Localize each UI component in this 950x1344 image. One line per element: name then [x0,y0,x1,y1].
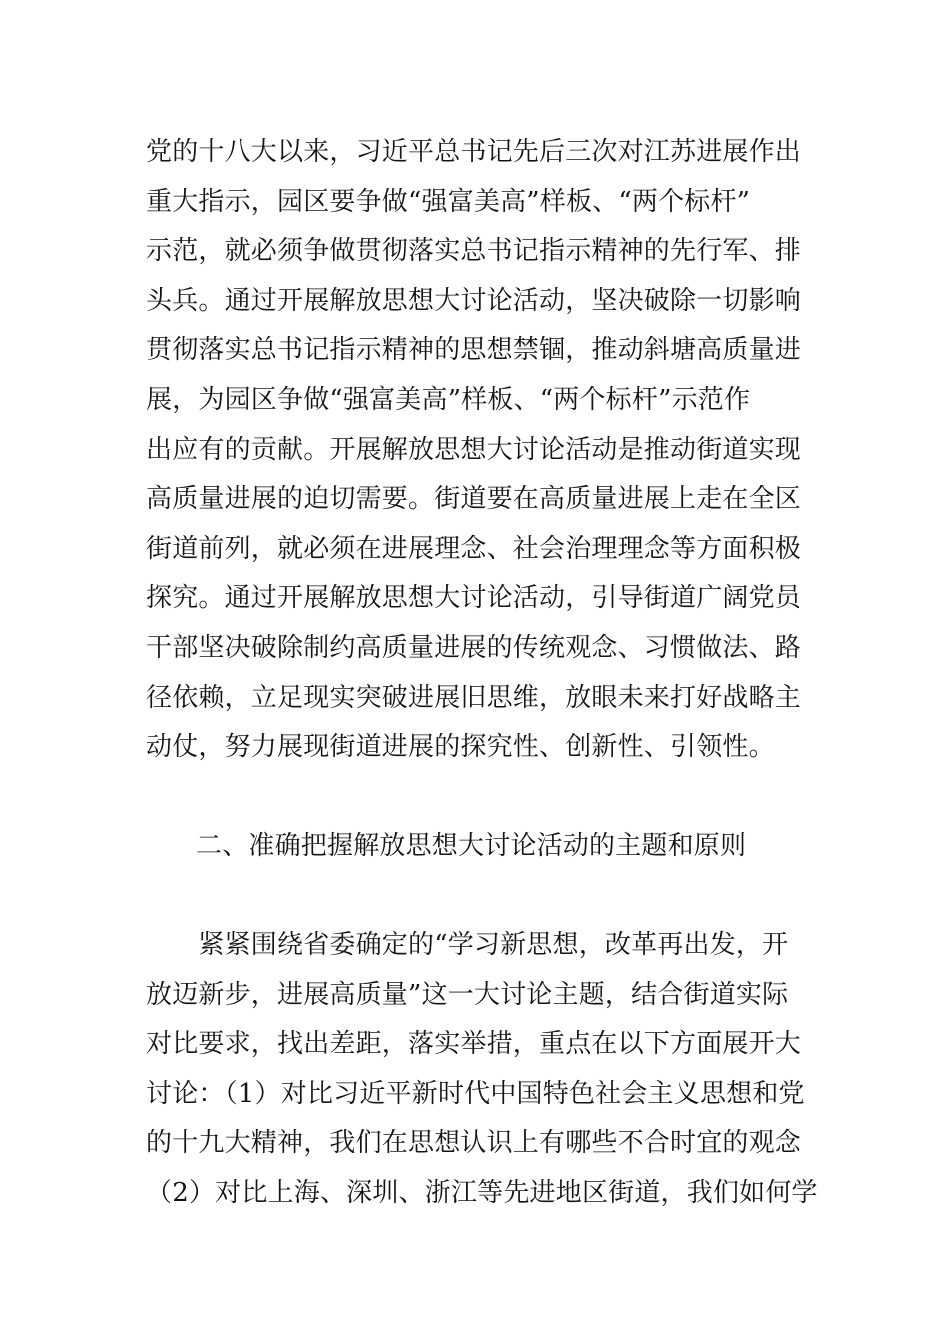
paragraph-line: 动仗，努力展现街道进展的探究性、创新性、引领性。 [146,732,775,763]
paragraph-line: 头兵。通过开展解放思想大讨论活动，坚决破除一切影响 [146,285,802,316]
paragraph-line: 街道前列，就必须在进展理念、社会治理理念等方面积极 [146,533,802,564]
paragraph-line: 径依赖，立足现实突破进展旧思维，放眼未来打好战略主 [146,682,802,713]
paragraph-line: 干部坚决破除制约高质量进展的传统观念、习惯做法、路 [146,632,802,663]
paragraph-line: 重大指示，园区要争做“强富美高”样板、“两个标杆” [146,186,751,217]
paragraph-line: 对比要求，找出差距，落实举措，重点在以下方面展开大 [146,1029,802,1060]
paragraph-line: 讨论：（1）对比习近平新时代中国特色社会主义思想和党 [146,1078,805,1109]
paragraph-line: 展，为园区争做“强富美高”样板、“两个标杆”示范作 [146,384,751,415]
paragraph-line: 的十九大精神，我们在思想认识上有哪些不合时宜的观念 [146,1128,802,1159]
paragraph-line: 放迈新步，进展高质量”这一大讨论主题，结合街道实际 [146,979,789,1010]
heading-text: 二、准确把握解放思想大讨论活动的主题和原则 [196,831,747,861]
paragraph-line: （2）对比上海、深圳、浙江等先进地区街道，我们如何学 [146,1177,818,1208]
paragraph-line: 紧紧围绕省委确定的“学习新思想，改革再出发，开 [146,930,789,960]
paragraph-line: 贯彻落实总书记指示精神的思想禁锢，推动斜塘高质量进 [146,335,802,366]
paragraph-1 [146,128,808,773]
paragraph-line: 党的十八大以来，习近平总书记先后三次对江苏进展作出 [146,137,802,167]
paragraph-2 [146,921,818,1219]
paragraph-line: 高质量进展的迫切需要。街道要在高质量进展上走在全区 [146,484,802,515]
paragraph-line: 探究。通过开展解放思想大讨论活动，引导街道广阔党员 [146,583,802,614]
section-heading [196,822,858,872]
paragraph-line: 示范，就必须争做贯彻落实总书记指示精神的先行军、排 [146,236,802,267]
paragraph-line: 出应有的贡献。开展解放思想大讨论活动是推动街道实现 [146,434,802,465]
